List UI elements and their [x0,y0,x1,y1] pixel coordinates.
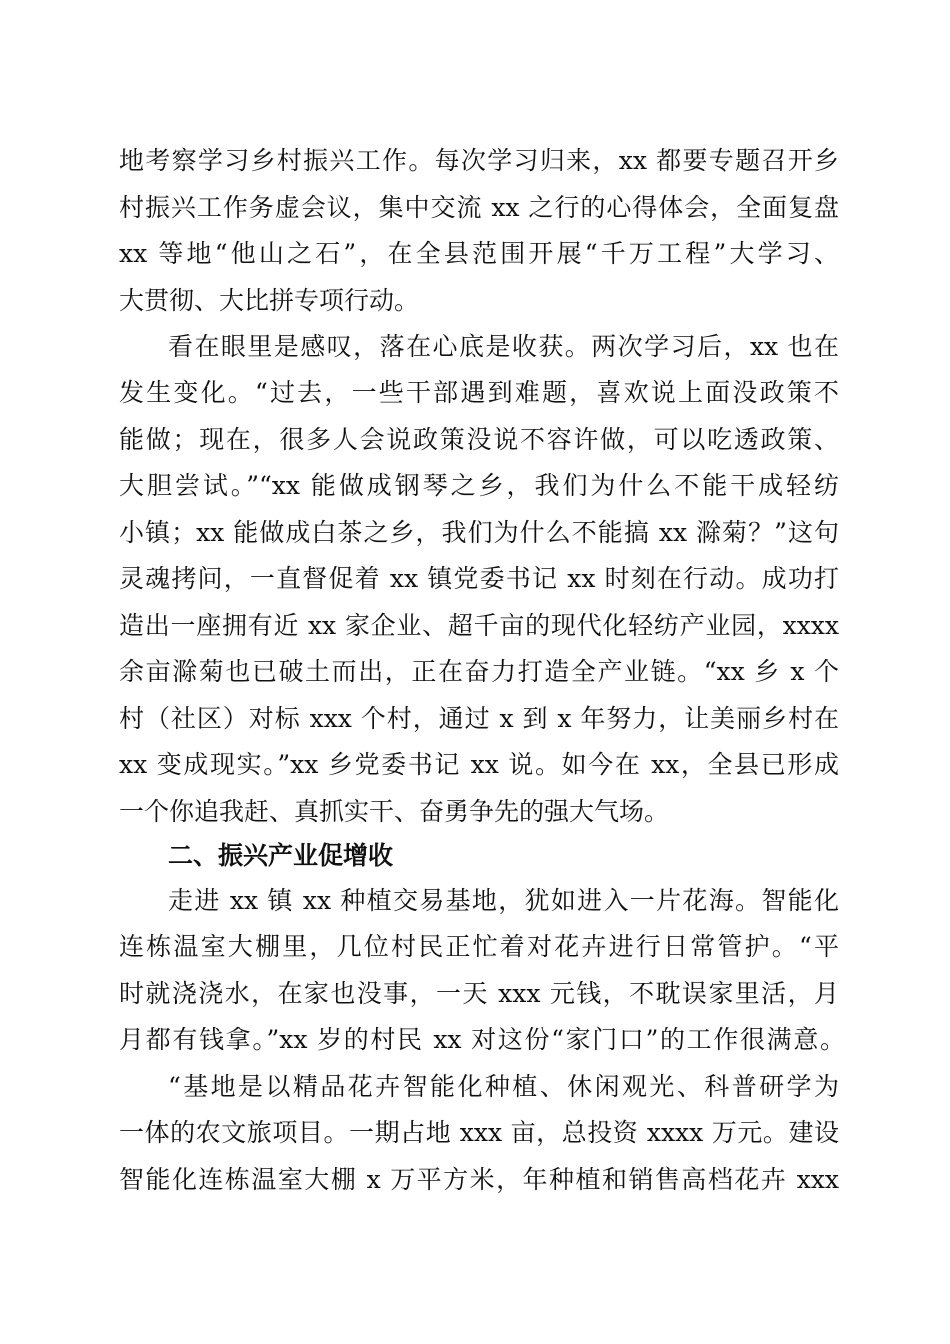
paragraph-2-line-2: 发生变化。“过去，一些干部遇到难题，喜欢说上面没政策不 [119,378,839,407]
paragraph-2-line-3: 能做；现在，很多人会说政策没说不容许做，可以吃透政策、 [119,425,839,454]
paragraph-4-line-3: 智能化连栋温室大棚 x 万平方米，年种植和销售高档花卉 xxx [119,1165,839,1194]
paragraph-1-line-1: 地考察学习乡村振兴工作。每次学习归来，xx 都要专题召开乡 [119,146,839,175]
paragraph-3-line-2: 连栋温室大棚里，几位村民正忙着对花卉进行日常管护。“平 [119,932,839,961]
paragraph-4-line-2: 一体的农文旅项目。一期占地 xxx 亩，总投资 xxxx 万元。建设 [119,1118,839,1147]
paragraph-2-line-11: 一个你追我赶、真抓实干、奋勇争先的强大气场。 [119,797,670,826]
paragraph-1-line-4: 大贯彻、大比拼专项行动。 [119,286,420,315]
paragraph-2-line-5: 小镇；xx 能做成白茶之乡，我们为什么不能搞 xx 滁菊？”这句 [119,518,839,547]
paragraph-2-line-8: 余亩滁菊也已破土而出，正在奋力打造全产业链。“xx 乡 x 个 [119,657,839,686]
section-heading: 二、振兴产业促增收 [168,841,394,870]
paragraph-2-line-7: 造出一座拥有近 xx 家企业、超千亩的现代化轻纺产业园，xxxx [119,611,839,640]
paragraph-3-line-3: 时就浇浇水，在家也没事，一天 xxx 元钱，不耽误家里活，月 [119,979,839,1008]
paragraph-3-line-4: 月都有钱拿。”xx 岁的村民 xx 对这份“家门口”的工作很满意。 [119,1025,845,1054]
paragraph-4-line-1: “基地是以精品花卉智能化种植、休闲观光、科普研学为 [168,1072,839,1101]
paragraph-2-line-4: 大胆尝试。”“xx 能做成钢琴之乡，我们为什么不能干成轻纺 [119,471,839,500]
paragraph-2-line-9: 村（社区）对标 xxx 个村，通过 x 到 x 年努力，让美丽乡村在 [119,704,839,733]
paragraph-2-line-10: xx 变成现实。”xx 乡党委书记 xx 说。如今在 xx，全县已形成 [119,750,839,779]
paragraph-3-line-1: 走进 xx 镇 xx 种植交易基地，犹如进入一片花海。智能化 [168,886,839,915]
paragraph-2-line-6: 灵魂拷问，一直督促着 xx 镇党委书记 xx 时刻在行动。成功打 [119,564,839,593]
paragraph-2-line-1: 看在眼里是感叹，落在心底是收获。两次学习后，xx 也在 [168,332,839,361]
paragraph-1-line-3: xx 等地“他山之石”，在全县范围开展“千万工程”大学习、 [119,239,839,268]
paragraph-1-line-2: 村振兴工作务虚会议，集中交流 xx 之行的心得体会，全面复盘 [119,193,839,222]
